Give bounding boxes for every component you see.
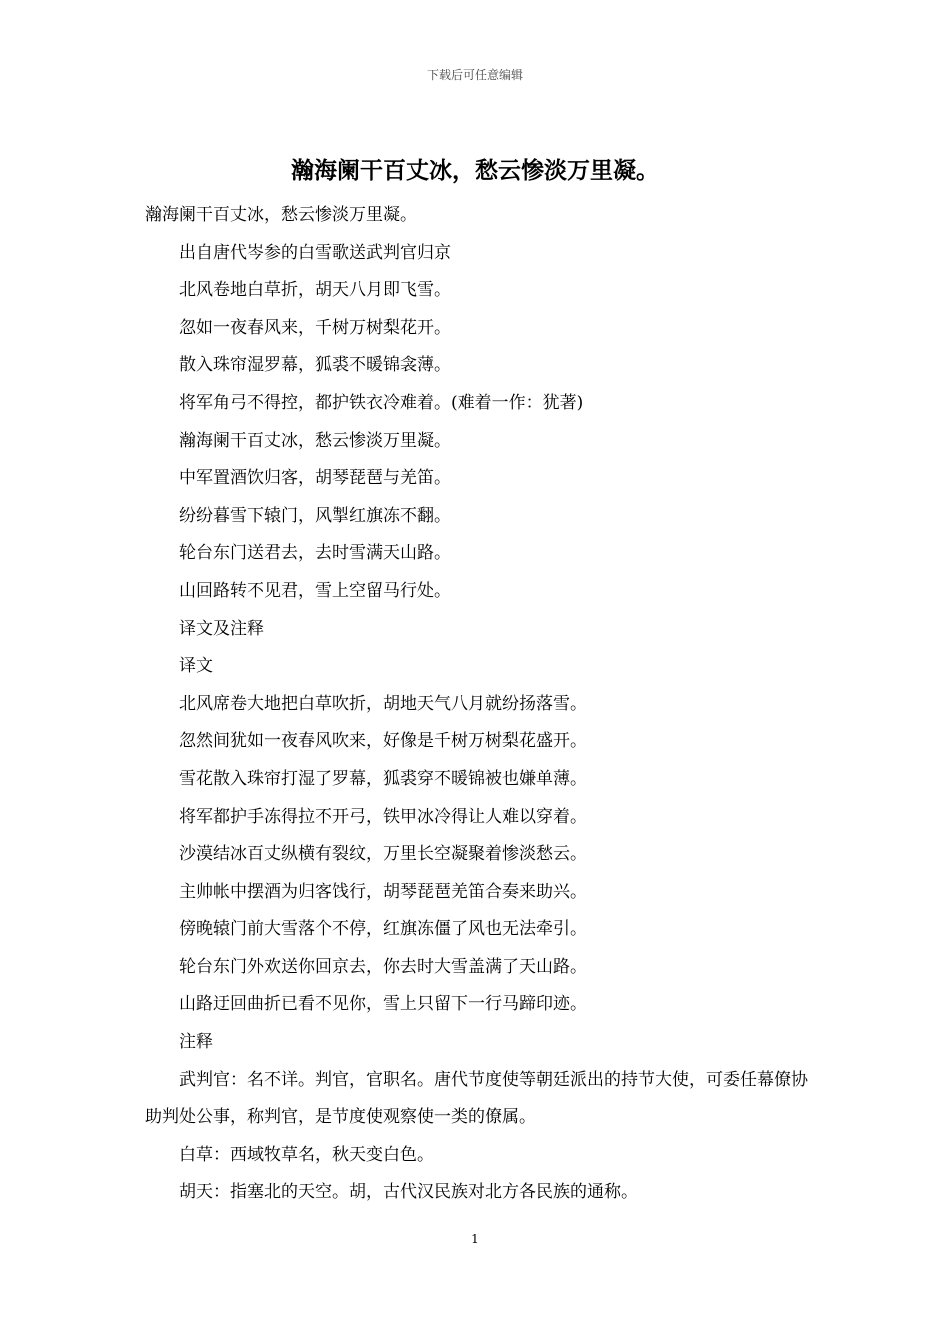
- intro-line: 瀚海阑干百丈冰，愁云惨淡万里凝。: [145, 205, 417, 225]
- subsection-heading: 译文: [179, 656, 213, 677]
- translation-line: 轮台东门外欢送你回京去，你去时大雪盖满了天山路。: [179, 956, 587, 977]
- subsection-heading: 注释: [179, 1032, 213, 1053]
- translation-line: 傍晚辕门前大雪落个不停，红旗冻僵了风也无法牵引。: [179, 919, 587, 940]
- poem-line: 散入珠帘湿罗幕，狐裘不暖锦衾薄。: [179, 355, 451, 376]
- translation-line: 山路迂回曲折已看不见你，雪上只留下一行马蹄印迹。: [179, 994, 587, 1015]
- document-title: 瀚海阑干百丈冰，愁云惨淡万里凝。: [291, 157, 659, 184]
- translation-line: 沙漠结冰百丈纵横有裂纹，万里长空凝聚着惨淡愁云。: [179, 844, 587, 865]
- source-line: 出自唐代岑参的白雪歌送武判官归京: [179, 242, 451, 263]
- annotation-paragraph: 武判官：名不详。判官，官职名。唐代节度使等朝廷派出的持节大使，可委任幕僚协助判处公事，称判官，是节度使观察使一类的僚属。: [145, 1069, 808, 1128]
- annotation-paragraph: 白草：西域牧草名，秋天变白色。: [179, 1144, 434, 1165]
- translation-line: 北风席卷大地把白草吹折，胡地天气八月就纷扬落雪。: [179, 693, 587, 714]
- translation-line: 忽然间犹如一夜春风吹来，好像是千树万树梨花盛开。: [179, 731, 587, 752]
- poem-line: 山回路转不见君，雪上空留马行处。: [179, 580, 451, 601]
- poem-line: 北风卷地白草折，胡天八月即飞雪。: [179, 280, 451, 301]
- translation-line: 将军都护手冻得拉不开弓，铁甲冰冷得让人难以穿着。: [179, 806, 587, 827]
- poem-line: 将军角弓不得控，都护铁衣冷难着。(难着一作：犹著): [179, 392, 584, 413]
- translation-line: 雪花散入珠帘打湿了罗幕，狐裘穿不暖锦被也嫌单薄。: [179, 768, 587, 789]
- poem-line: 忽如一夜春风来，千树万树梨花开。: [179, 317, 451, 338]
- poem-line: 轮台东门送君去，去时雪满天山路。: [179, 543, 451, 564]
- section-heading: 译文及注释: [179, 618, 264, 639]
- poem-line: 瀚海阑干百丈冰，愁云惨淡万里凝。: [179, 430, 451, 451]
- page-number: 1: [471, 1232, 479, 1246]
- page-header: 下载后可任意编辑: [426, 68, 523, 82]
- translation-line: 主帅帐中摆酒为归客饯行，胡琴琵琶羌笛合奏来助兴。: [179, 881, 587, 902]
- annotation-paragraph: 胡天：指塞北的天空。胡，古代汉民族对北方各民族的通称。: [179, 1182, 638, 1203]
- poem-line: 纷纷暮雪下辕门，风掣红旗冻不翻。: [179, 505, 451, 526]
- poem-line: 中军置酒饮归客，胡琴琵琶与羌笛。: [179, 468, 451, 489]
- document-body: [145, 197, 810, 1212]
